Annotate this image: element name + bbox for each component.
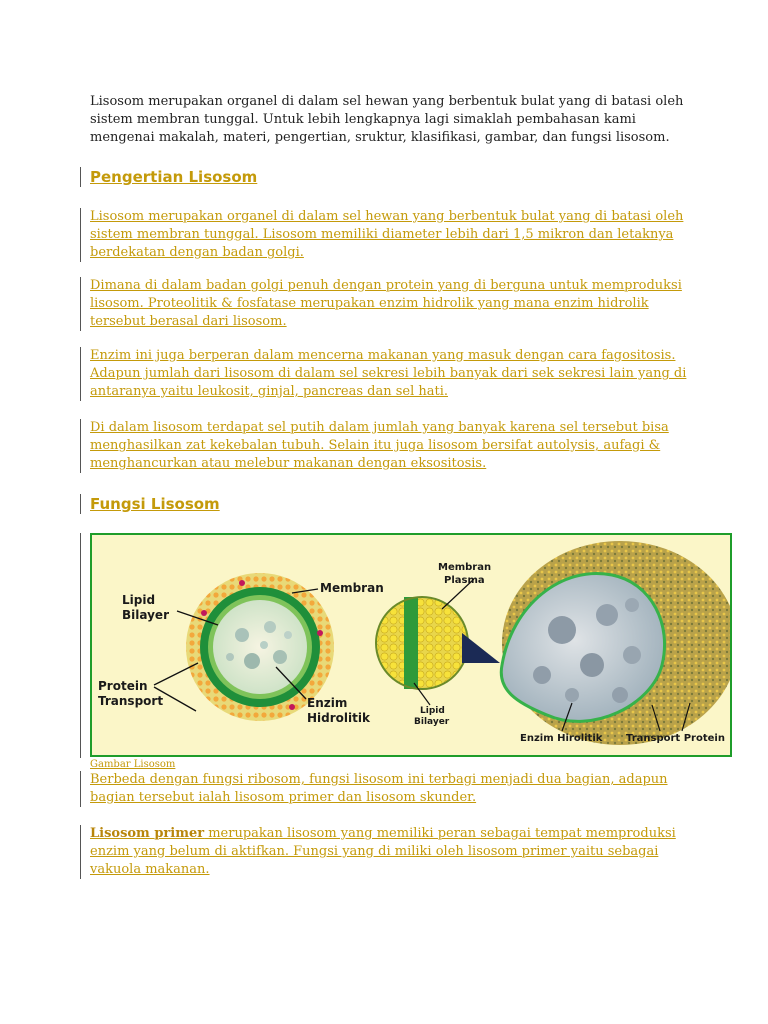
paragraph-link-6[interactable] [80,825,690,879]
label-lipid-small: Lipid [420,706,445,716]
paragraph-link-5[interactable]: Berbeda dengan fungsi ribosom, fungsi lisosom ini terbagi menjadi dua bagian, adapun bagian tersebut ialah lisosom primer dan lisosom skunder. [80,771,690,807]
heading-fungsi-lisosom[interactable]: Fungsi Lisosom [80,494,220,514]
intro-paragraph: Lisosom merupakan organel di dalam sel hewan yang berbentuk bulat yang di batasi oleh sistem membran tunggal. Untuk lebih lengkapnya lagi simaklah pembahasan kami mengenai makalah, materi, pengertian, sruktur, klasifikasi, gambar, dan fungsi lisosom. [90,94,684,145]
lysosome-diagram-svg [92,535,730,755]
label-hidrolitik: Hidrolitik [307,711,370,725]
paragraph-link-4[interactable]: Di dalam lisosom terdapat sel putih dalam jumlah yang banyak karena sel tersebut bisa menghasilkan zat kekebalan tubuh. Selain itu juga lisosom bersifat autolysis, aufagi & menghancurkan atau melebur makanan dengan eksositosis. [80,419,690,473]
right-cell [501,541,730,745]
lisosom-primer-text: merupakan lisosom yang memiliki peran sebagai tempat memproduksi enzim yang belum di aktifkan. Fungsi yang di miliki oleh lisosom primer yaitu sebagai vakuola makanan. [90,826,676,877]
label-lipid: Lipid [122,593,156,607]
paragraph-link-3[interactable]: Enzim ini juga berperan dalam mencerna makanan yang masuk dengan cara fagositosis. Adapun jumlah dari lisosom di dalam sel sekresi lebih banyak dari sek sekresi lain yang di antaranya yaitu leukosit, ginjal, pancreas dan sel hati. [80,347,690,401]
label-protein: Protein [98,679,148,693]
figure-caption[interactable]: Gambar Lisosom [90,759,176,770]
membrane-zoom [376,562,500,727]
label-enzim-hirolitik: Enzim Hirolitik [520,733,603,744]
figure-left-rule [80,533,81,758]
paragraph-link-2[interactable]: Dimana di dalam badan golgi penuh dengan protein yang di berguna untuk memproduksi lisosom. Proteolitik & fosfatase merupakan enzim hidrolik yang mana enzim hidrolik tersebut berasal dari lisosom. [80,277,690,331]
lisosom-primer-bold: Lisosom primer [90,826,205,841]
paragraph-link-1[interactable]: Lisosom merupakan organel di dalam sel hewan yang berbentuk bulat yang di batasi oleh sistem membran tunggal. Lisosom memiliki diameter lebih dari 1,5 mikron dan letaknya berdekatan dengan badan golgi. [80,208,690,262]
heading-pengertian-lisosom[interactable]: Pengertian Lisosom [80,167,257,187]
label-transport-protein: Transport Protein [626,733,725,744]
label-transport: Transport [98,694,164,708]
label-membran-plasma-2: Plasma [444,575,485,586]
label-enzim: Enzim [307,696,348,710]
label-membran-plasma-1: Membran [438,562,492,573]
label-membran: Membran [320,581,384,595]
label-bilayer: Bilayer [122,608,169,622]
label-bilayer-small: Bilayer [414,717,450,727]
lysosome-diagram [90,533,732,757]
